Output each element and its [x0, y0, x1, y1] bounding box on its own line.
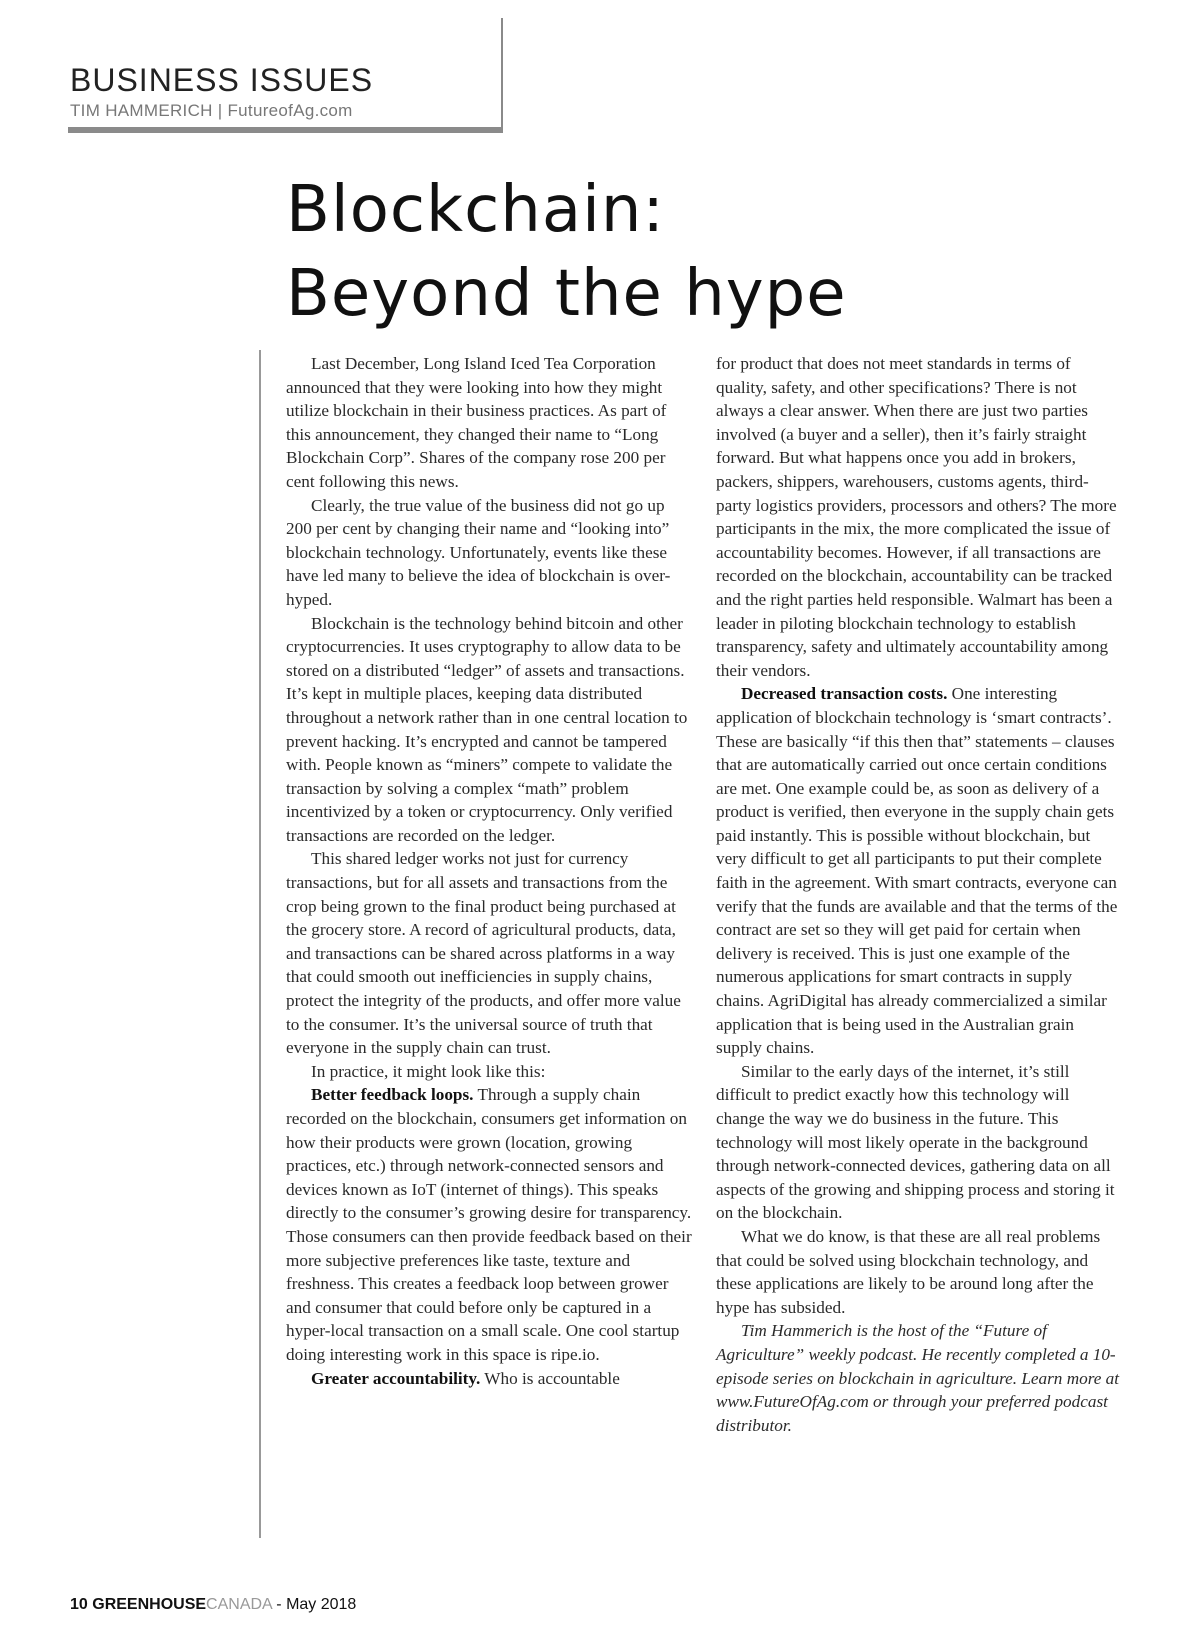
- costs-text: One interesting application of blockchain technology is ‘smart contracts’. These are basically “if this then that” statements – clauses that are automatically carried out once certain conditions are met. One example could be, as soon as delivery of a product is verified, then everyone in the supply chain gets paid instantly. This is possible without blockchain, but very difficult to get all participants to put their complete faith in the agreement. With smart contracts, everyone can verify that the funds are available and that the terms of the contract are set so they will get paid for certain when delivery is received. This is just one example of the numerous applications for smart contracts in supply chains. AgriDigital has already commercialized a similar application that is being used in the Australian grain supply chains.: [716, 684, 1118, 1058]
- accountability-text-start: Who is accountable: [480, 1368, 620, 1388]
- header-horizontal-rule: [68, 127, 503, 133]
- paragraph-costs: [716, 682, 1122, 1060]
- paragraph: This shared ledger works not just for currency transactions, but for all assets and transactions from the crop being grown to the final product being purchased at the grocery store. A record of agricultural products, data, and transactions can be shared across platforms in a way that could smooth out inefficiencies in supply chains, protect the integrity of the products, and offer more value to the consumer. It’s the universal source of truth that everyone in the supply chain can trust.: [286, 849, 681, 1058]
- article-headline: [286, 168, 847, 336]
- column-rule: [259, 350, 261, 1538]
- subhead-costs: Decreased transaction costs.: [741, 684, 948, 704]
- byline: TIM HAMMERICH | FutureofAg.com: [70, 101, 353, 120]
- headline-line-1: Blockchain:: [286, 173, 665, 247]
- paragraph: Clearly, the true value of the business did not go up 200 per cent by changing their name and “looking into” blockchain technology. Unfortunately, events like these have led many to believe the idea of blockchain is over-hyped.: [286, 495, 671, 609]
- page-footer: [70, 1597, 356, 1613]
- paragraph: Blockchain is the technology behind bitcoin and other cryptocurrencies. It uses cryptography to allow data to be stored on a distributed “ledger” of assets and transactions. It’s kept in multiple places, keeping data distributed throughout a network rather than in one central location to prevent hacking. It’s encrypted and cannot be tampered with. People known as “miners” compete to validate the transaction by solving a complex “math” problem incentivized by a token or cryptocurrency. Only verified transactions are recorded on the ledger.: [286, 613, 688, 845]
- section-title: BUSINESS ISSUES: [70, 62, 374, 98]
- paragraph: What we do know, is that these are all real problems that could be solved using blockchain technology, and these applications are likely to be around long after the hype has subsided.: [716, 1226, 1101, 1317]
- headline-line-2: Beyond the hype: [286, 257, 847, 331]
- magazine-name: GREENHOUSE: [92, 1596, 207, 1613]
- header-vertical-rule: [501, 18, 503, 132]
- magazine-country: CANADA: [206, 1596, 272, 1613]
- paragraph-accountability: [286, 1367, 692, 1391]
- article-column-2: [716, 352, 1122, 1437]
- subhead-feedback: Better feedback loops.: [311, 1085, 474, 1105]
- paragraph: Last December, Long Island Iced Tea Corporation announced that they were looking into how they might utilize blockchain in their business practices. As part of this announcement, they changed their name to “Long Blockchain Corp”. Shares of the company rose 200 per cent following this news.: [286, 354, 667, 491]
- author-bio: Tim Hammerich is the host of the “Future of Agriculture” weekly podcast. He recently completed a 10-episode series on blockchain in agriculture. Learn more at www.FutureOfAg.com or through your preferred podcast distributor.: [716, 1321, 1120, 1435]
- feedback-text: Through a supply chain recorded on the blockchain, consumers get information on how their products were grown (location, growing practices, etc.) through network-connected sensors and devices known as IoT (internet of things). This speaks directly to the consumer’s growing desire for transparency. Those consumers can then provide feedback based on their more subjective preferences like taste, texture and freshness. This creates a feedback loop between grower and consumer that could before only be captured in a hyper-local transaction on a small scale. One cool startup doing interesting work in this space is ripe.io.: [286, 1085, 692, 1364]
- accountability-text-continued: for product that does not meet standards in terms of quality, safety, and other specifications? There is not always a clear answer. When there are just two parties involved (a buyer and a seller), then it’s fairly straight forward. But what happens once you add in brokers, packers, shippers, warehousers, customs agents, third-party logistics providers, processors and others? The more participants in the mix, the more complicated the issue of accountability becomes. However, if all transactions are recorded on the blockchain, accountability can be tracked and the right parties held responsible. Walmart has been a leader in piloting blockchain technology to establish transparency, safety and ultimately accountability among their vendors.: [716, 354, 1117, 680]
- page-number: 10: [70, 1596, 88, 1613]
- paragraph-feedback: [286, 1083, 692, 1366]
- paragraph: In practice, it might look like this:: [311, 1061, 546, 1081]
- paragraph: Similar to the early days of the internet, it’s still difficult to predict exactly how this technology will change the way we do business in the future. This technology will most likely operate in the background through network-connected devices, gathering data on all aspects of the growing and shipping process and storing it on the blockchain.: [716, 1061, 1115, 1223]
- article-column-1: [286, 352, 692, 1390]
- subhead-accountability: Greater accountability.: [311, 1368, 481, 1388]
- issue-date: - May 2018: [271, 1596, 357, 1613]
